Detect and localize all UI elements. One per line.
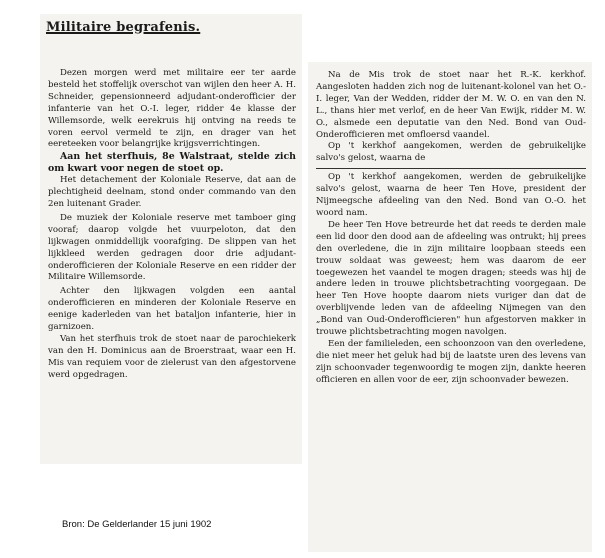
paragraph: Achter den lijkwagen volgden een aantal onderofficieren en minderen der Koloniale Reserve en eenige kaderleden van het bataljon infanterie, hier in garnizoen. bbox=[48, 286, 296, 333]
paragraph: Op 't kerkhof aangekomen, werden de gebruikelijke salvo's gelost, waarna de heer Ten Hove, president der Nijmeegsche afdeeling van den Ned. Bond van O.-O. het woord nam. bbox=[316, 172, 586, 218]
left-column bbox=[48, 68, 296, 382]
paragraph: De heer Ten Hove betreurde het dat reeds te derden male een lid door den dood aan de afdeeling was ontrukt; hij prees den overledene, die in zijn militaire loopbaan steeds een trouw soldaat was geweest; hem was daarom de eer toegewezen het vaandel te mogen dragen; steeds was hij de andere leden in trouwe plichtsbetrachting voorgegaan. De heer Ten Hove hoopte daarom niets vuriger dan dat de overblijvende leden van de afdeeling Nijmegen van den „Bond van Oud-Onderofficieren" hun afgestorven makker in trouwe plichtsbetrachting mogen navolgen. bbox=[316, 219, 586, 338]
article-headline: Militaire begrafenis. bbox=[46, 20, 201, 35]
paragraph: Dezen morgen werd met militaire eer ter aarde besteld het stoffelijk overschot van wijlen den heer A. H. Schneider, gepensionneerd adjudant-onderofficier der infanterie van het O.-I. leger, ridder 4e klasse der Willemsorde, welk eerekruis hij ontving na reeds te voren eervol vermeld te zijn, en drager van het eereteeken voor belangrijke krijgsverrichtingen. bbox=[48, 68, 296, 150]
paragraph: Aan het sterfhuis, 8e Walstraat, stelde zich om kwart voor negen de stoet op. bbox=[48, 151, 296, 175]
source-caption: Bron: De Gelderlander 15 juni 1902 bbox=[62, 519, 212, 530]
paragraph: De muziek der Koloniale reserve met tamboer ging vooraf; daarop volgde het vuurpeloton, dat den lijkwagen onmiddellijk voorafging. De slippen van het lijkkleed werden gedragen door drie adjudant-onderofficieren der Koloniale Reserve en een ridder der Militaire Willemsorde. bbox=[48, 212, 296, 283]
paragraph: Op 't kerkhof aangekomen, werden de gebruikelijke salvo's gelost, waarna de bbox=[316, 141, 586, 164]
paragraph: Het detachement der Koloniale Reserve, dat aan de plechtigheid deelnam, stond onder commando van den 2en luitenant Grader. bbox=[48, 175, 296, 209]
divider bbox=[316, 168, 586, 169]
clipping-right bbox=[308, 62, 592, 552]
paragraph: Van het sterfhuis trok de stoet naar de parochiekerk van den H. Dominicus aan de Broerstraat, waar een H. Mis van requiem voor de zielerust van den afgestorvene werd opgedragen. bbox=[48, 333, 296, 380]
paragraph: Na de Mis trok de stoet naar het R.-K. kerkhof. Aangesloten hadden zich nog de luitenant-kolonel van het O.-I. leger, Van der Wedden, ridder der M. W. O. en van den N. L., thans hier met verlof, en de heer Van Ewijk, ridder M. W. O., alsmede een deputatie van den Ned. Bond van Oud-Onderofficieren met omfloersd vaandel. bbox=[316, 70, 586, 140]
clipping-left bbox=[40, 14, 302, 464]
right-column bbox=[316, 70, 586, 387]
paragraph: Een der familieleden, een schoonzoon van den overledene, die niet meer het geluk had bij de laatste uren des levens van zijn schoonvader tegenwoordig te mogen zijn, dankte heeren officieren en allen voor de eer, zijn schoonvader bewezen. bbox=[316, 338, 586, 385]
